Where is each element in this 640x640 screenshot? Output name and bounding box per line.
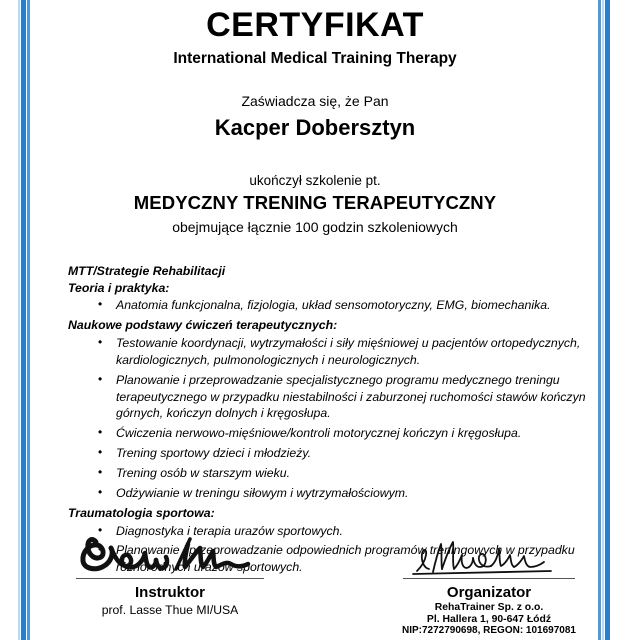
organizer-signature (384, 536, 594, 578)
instructor-signature (50, 536, 290, 578)
organizer-signature-block (384, 536, 594, 636)
certificate-title: CERTYFIKAT (206, 6, 424, 44)
recipient-name: Kacper Dobersztyn (214, 114, 416, 140)
border-rule-light (602, 0, 604, 640)
syllabus-section-heading: Traumatologia sportowa: (68, 505, 215, 520)
right-border-decoration (598, 0, 611, 640)
certificate-subtitle: International Medical Training Therapy (173, 49, 457, 67)
border-rule-dark (605, 0, 610, 640)
certificate-header (36, 8, 594, 235)
syllabus-section-list (68, 335, 594, 502)
syllabus-item: • Testowanie koordynacji, wytrzymałości i siły mięśniowej u pacjentów ortopedycznych, kardiologicznych, pulmonologicznych i neurologicznych. (98, 335, 594, 369)
border-rule-mid (598, 0, 601, 640)
organizer-role: Organizator (446, 584, 532, 601)
organizer-address: Pl. Hallera 1, 90-647 Łódź (426, 614, 552, 625)
syllabus-item: • Trening osób w starszym wieku. (98, 465, 594, 482)
syllabus-section-heading: Naukowe podstawy ćwiczeń terapeutycznych: (68, 318, 338, 333)
border-rule-mid (27, 0, 30, 640)
instructor-role: Instruktor (134, 584, 205, 601)
instructor-signature-block (50, 536, 290, 617)
organizer-company: RehaTrainer Sp. z o.o. (434, 602, 544, 613)
syllabus-item: • Odżywianie w treningu siłowym i wytrzymałościowym. (98, 485, 594, 502)
syllabus-section-list (68, 297, 594, 314)
border-rule-dark (21, 0, 26, 640)
course-title: MEDYCZNY TRENING TERAPEUTYCZNY (133, 191, 497, 213)
awarded-statement: Zaświadcza się, że Pan (241, 92, 389, 109)
syllabus-item: • Ćwiczenia nerwowo-mięśniowe/kontroli motorycznej kończyn i kręgosłupa. (98, 425, 594, 442)
syllabus-program-heading: MTT/Strategie Rehabilitacji (68, 263, 226, 278)
training-hours: obejmujące łącznie 100 godzin szkoleniowych (172, 218, 458, 235)
left-border-decoration (18, 0, 31, 640)
syllabus-section-heading: Teoria i praktyka: (68, 280, 170, 295)
organizer-registration: NIP:7272790698, REGON: 101697081 (401, 625, 576, 636)
syllabus-item: • Diagnostyka i terapia urazów sportowych. (98, 523, 594, 540)
border-rule-light (18, 0, 20, 640)
completion-statement: ukończył szkolenie pt. (249, 172, 381, 188)
signature-area (36, 536, 594, 640)
syllabus-item: • Planowanie i przeprowadzanie odpowiednich programów treningowych w przypadku różnorodnych urazów sportowych. (98, 542, 594, 576)
syllabus-item: • Planowanie i przeprowadzanie specjalistycznego programu medycznego treningu terapeutycznego w przypadku niestabilności i zaburzonej ruchomości stawów kończyn górnych, kończyn dolnych i kręgosłupa. (98, 372, 594, 423)
certificate-content (36, 0, 594, 640)
syllabus-item: • Trening sportowy dzieci i młodzieży. (98, 445, 594, 462)
syllabus (68, 263, 594, 576)
syllabus-item: • Anatomia funkcjonalna, fizjologia, układ sensomotoryczny, EMG, biomechanika. (98, 297, 594, 314)
instructor-name: prof. Lasse Thue MI/USA (101, 603, 239, 617)
